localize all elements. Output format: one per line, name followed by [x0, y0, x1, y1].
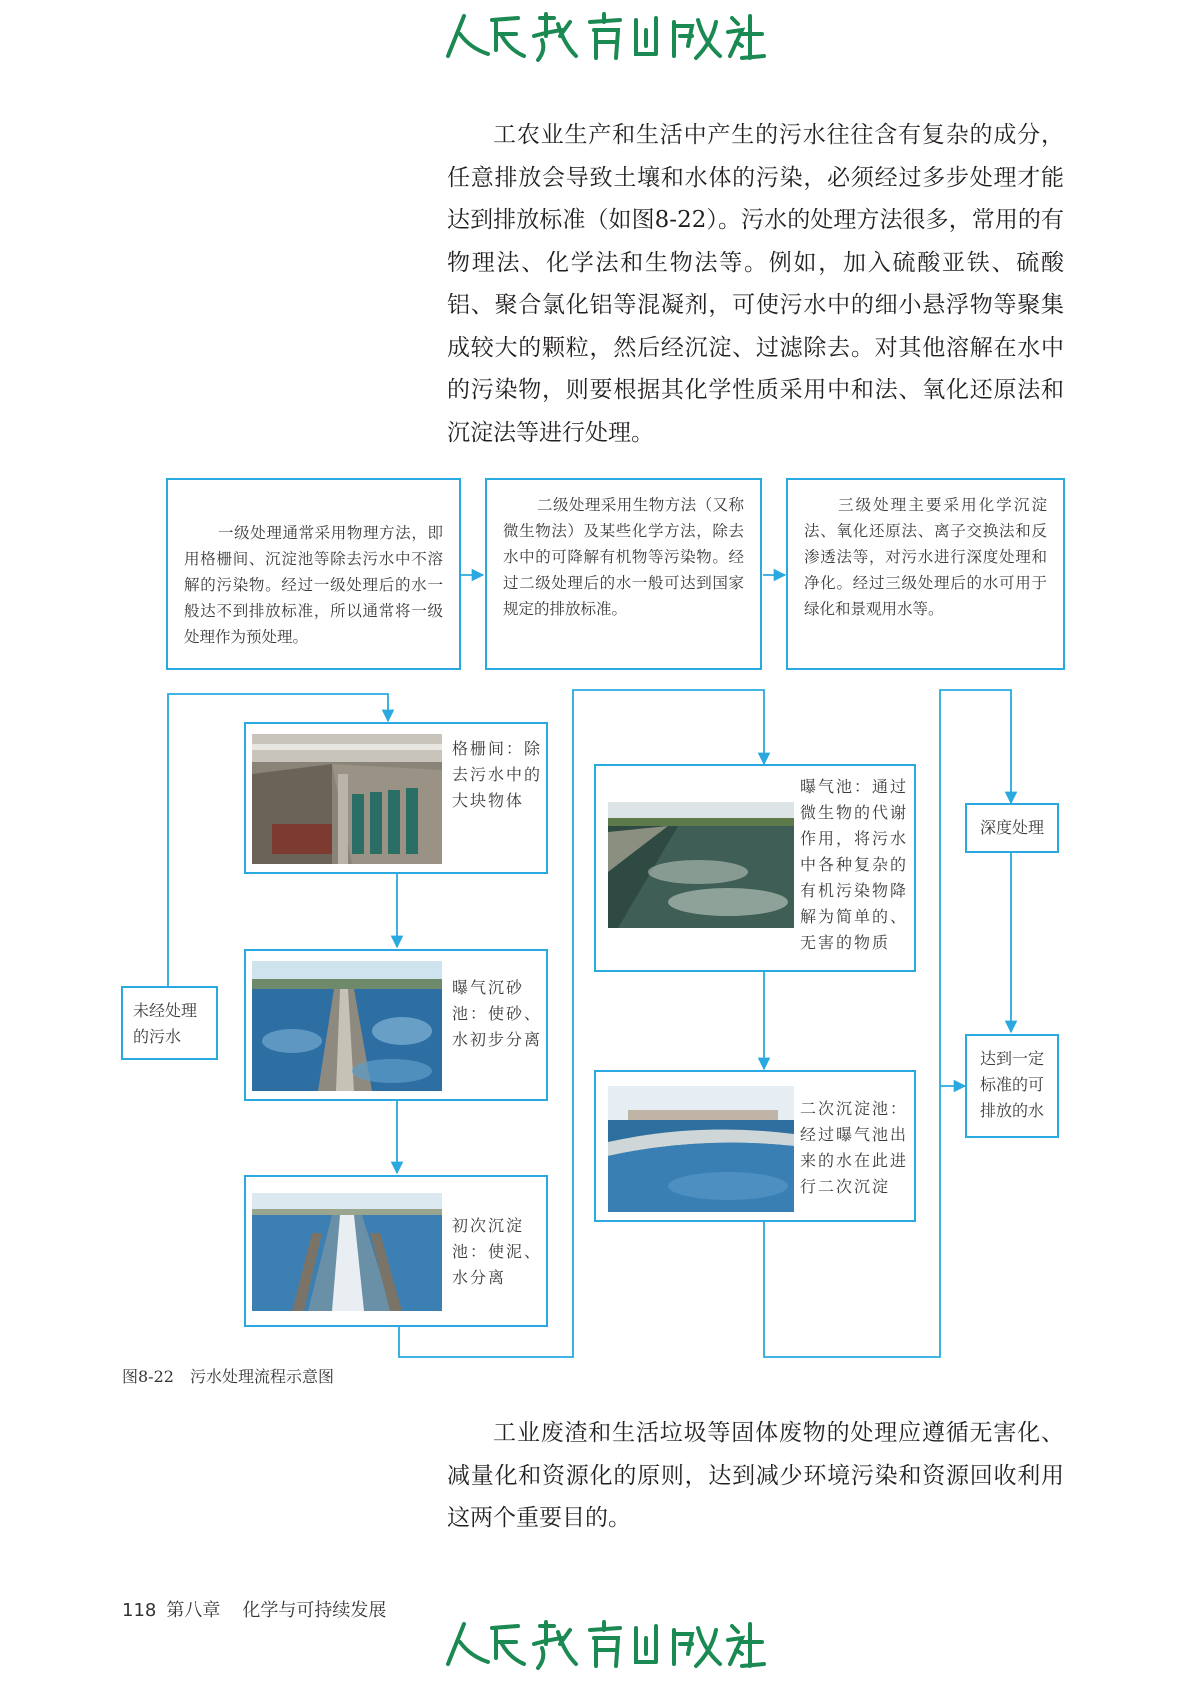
grit-chamber-caption: 曝气沉砂池：使砂、水初步分离 [452, 978, 543, 1049]
discharge-water-box [965, 1034, 1059, 1138]
level1-text: 一级处理通常采用物理方法，即用格栅间、沉淀池等除去污水中不溶解的污染物。经过一级处理后的水一般达不到排放标准，所以通常将一级处理作为预处理。 [184, 524, 443, 646]
grille-photo [252, 734, 442, 864]
deep-treatment-box [965, 803, 1059, 853]
chapter-number: 第八章 [166, 1600, 221, 1621]
primary-sedimentation-photo [252, 1193, 442, 1311]
level1-description-box [166, 478, 461, 670]
page-footer [122, 1596, 386, 1622]
primary-sedimentation-box [244, 1175, 548, 1327]
secondary-sedimentation-caption: 二次沉淀池：经过曝气池出来的水在此进行二次沉淀 [800, 1099, 909, 1196]
grille-box [244, 722, 548, 874]
primary-sedimentation-caption: 初次沉淀池：使泥、水分离 [452, 1216, 543, 1287]
level3-description-box [786, 478, 1065, 670]
body-paragraph-2 [447, 1412, 1064, 1540]
deep-treatment-text: 深度处理 [979, 818, 1044, 837]
chapter-title: 化学与可持续发展 [242, 1600, 387, 1621]
aeration-tank-box [594, 764, 916, 972]
level2-description-box [485, 478, 762, 670]
grit-chamber-box [244, 949, 548, 1101]
level3-text: 三级处理主要采用化学沉淀法、氧化还原法、离子交换法和反渗透法等，对污水进行深度处理和净化。经过三级处理后的水可用于绿化和景观用水等。 [804, 496, 1047, 618]
level2-text: 二级处理采用生物方法（又称微生物法）及某些化学方法，除去水中的可降解有机物等污染物。经过二级处理后的水一般可达到国家规定的排放标准。 [503, 496, 744, 618]
aeration-tank-caption: 曝气池：通过微生物的代谢作用，将污水中各种复杂的有机污染物降解为简单的、无害的物质 [800, 777, 909, 952]
page-number: 118 [122, 1600, 157, 1621]
secondary-sedimentation-box [594, 1070, 916, 1222]
publisher-logo-bottom [430, 1614, 770, 1674]
paragraph-2-text: 工业废渣和生活垃圾等固体废物的处理应遵循无害化、减量化和资源化的原则，达到减少环境污染和资源回收利用这两个重要目的。 [447, 1420, 1064, 1531]
figure-caption: 图8-22 污水处理流程示意图 [122, 1367, 334, 1386]
raw-sewage-text: 未经处理的污水 [133, 1001, 198, 1046]
grit-chamber-photo [252, 961, 442, 1091]
aeration-tank-photo [608, 802, 794, 928]
discharge-water-text: 达到一定标准的可排放的水 [979, 1049, 1044, 1120]
paragraph-1-text: 工农业生产和生活中产生的污水往往含有复杂的成分，任意排放会导致土壤和水体的污染，必须经过多步处理才能达到排放标准（如图8-22）。污水的处理方法很多，常用的有物理法、化学法和生物法等。例如，加入硫酸亚铁、硫酸铝、聚合氯化铝等混凝剂，可使污水中的细小悬浮物等聚集成较大的颗粒，然后经沉淀、过滤除去。对其他溶解在水中的污染物，则要根据其化学性质采用中和法、氧化还原法和沉淀法等进行处理。 [447, 122, 1064, 446]
secondary-sedimentation-photo [608, 1086, 794, 1212]
raw-sewage-box [121, 986, 218, 1060]
grille-caption: 格栅间：除去污水中的大块物体 [452, 739, 543, 810]
